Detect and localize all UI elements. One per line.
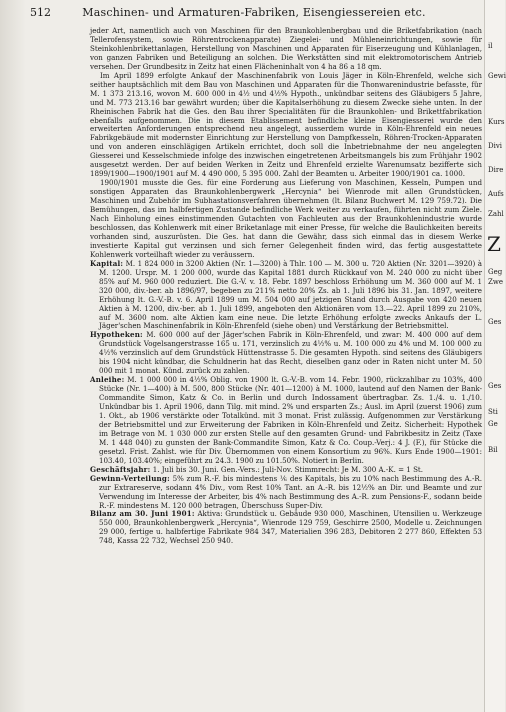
paragraph-jaeger: Im April 1899 erfolgte Ankauf der Maschinenfabrik von Louis Jäger in Köln-Ehrenfeld, welche sich seither hauptsächlich mit dem Bau von Maschinen und Apparaten für die Thonwarenindustrie befasste, für M. 1 373 213.16, wovon M. 600 000 in 4½ und 4½% Hypoth., unkündbar seitens des Gläubigers 5 Jahre, und M. 773 213.16 bar gewährt wurden; über die Kapitalserhöhung zu diesem Zwecke siehe unten. In der Rheinischen Fabrik hat die Ges. den Bau ihrer Specialitäten für die Braunkohlen- und Brikettfabrikation ebenfalls aufgenommen. Die in diesem Etablissement befindliche kleine Eisengiesserei wurde den erweiterten Anforderungen entsprechend neu angelegt, ausserdem wurde in Köln-Ehrenfeld ein neues Fabrikgebäude mit modernster Einrichtung zur Herstellung von Dampfkesseln, Röhren-Trocken-Apparaten und von anderen einschlägigen Artikeln errichtet, doch soll die Inbetriebnahme der neu angelegten Giesserei und Kesselschmiede infolge des inzwischen eingetretenen Arbeitsmangels bis zum Frühjahr 1902 ausgesetzt werden. Der auf beiden Werken in Zeitz und Ehrenfeld erzielte Warenumsatz bezifferte sich 1899/1900—1900/1901 auf M. 4 490 000, 5 395 000. Zahl der Beamten u. Arbeiter 1900/1901 ca. 1000. [90, 70, 482, 179]
page-header [30, 6, 478, 22]
margin-fragment: Zwe [488, 278, 503, 286]
margin-fragment: Dire [488, 166, 504, 174]
section-text: 1. Juli bis 30. Juni. Gen.-Vers.: Juli-Nov. Stimmrecht: Je M. 300 A.-K. = 1 St. [150, 464, 424, 474]
margin-fragment: Divi [488, 142, 503, 150]
margin-fragment: Z [487, 232, 501, 256]
margin-fragment: Zahl [488, 210, 504, 218]
section-text: M. 600 000 auf der Jäger'schen Fabrik in Köln-Ehrenfeld, und zwar: M. 400 000 auf dem Grundstück Vogelsangerstrasse 165 u. 171, verzinslich zu 4½% u. M. 100 000 zu 4% und M. 100 000 zu 4½% verzinslich auf dem Grundstück Hüttenstrasse 5. Die gesamten Hypoth. sind seitens des Gläubigers bis 1904 nicht kündbar, die Schuldnerin hat das Recht, dieselben ganz oder in Raten nicht unter M. 50 000 mit 1 monat. Künd. zurück zu zahlen. [99, 330, 482, 376]
page-number: 512 [30, 6, 51, 19]
section-label: Gewinn-Verteilung: [90, 473, 170, 483]
text-body [90, 27, 482, 707]
margin-fragment: Ge [488, 420, 498, 428]
page-gutter-shadow [0, 0, 26, 712]
section-label: Anleihe: [90, 375, 125, 385]
section-bilanz [90, 510, 482, 546]
section-hypotheken [90, 331, 482, 376]
section-label: Kapital: [90, 258, 124, 268]
margin-fragment: Sti [488, 408, 498, 416]
margin-fragment: Gewi [488, 72, 506, 80]
section-kapital [90, 260, 482, 332]
margin-fragment: Ges [488, 382, 502, 390]
paragraph-hercynia: 1900/1901 musste die Ges. für eine Forderung aus Lieferung von Maschinen, Kesseln, Pumpen und sonstigen Apparaten das Braunkohlenbergwerk „Hercynia“ bei Wienrode mit allen Grundstücken, Maschinen und Zubehör im Subhastationsverfahren übernehmen (lt. Bilanz Buchwert M. 129 759.72). Die Bemühungen, das im halbfertigen Zustande befindliche Werk weiter zu verkaufen, führten nicht zum Ziele. Nach Einholung eines einstimmenden Gutachten von Fachleuten aus der Braunkohlenindustrie wurde beschlossen, das Kohlenwerk mit einer Briketanlage mit einer Presse, für welche die Baulichkeiten bereits vorhanden sind, auszurüsten. Die Ges. hat dann die Gewähr, dass sich einmal das in diesem Werke investierte Kapital gut verzinsen und sich ferner Gelegenheit finden wird, das fertig ausgestattete Kohlenwerk vorteilhaft wieder zu veräussern. [90, 178, 482, 259]
margin-fragment: il [488, 42, 493, 50]
margin-fragment: Aufs [488, 190, 504, 198]
section-text: M. 1 000 000 in 4½% Oblig. von 1900 lt. G.-V.-B. vom 14. Febr. 1900, rückzahlbar zu 103%, 400 Stücke (Nr. 1—400) à M. 500, 800 Stücke (Nr. 401—1200) à M. 1000, lautend auf den Namen der Bank-Commandite Simon, Katz & Co. in Berlin und durch Indossament übertragbar. Zs. 1./4. u. 1./10. Unkündbar bis 1. April 1906, dann Tilg. mit mind. 2% und ersparten Zs.; Ausl. im April (zuerst 1906) zum 1. Okt., ab 1906 verstärkte oder Totalkünd. mit 3 monat. Frist zulässig. Aufgenommen zur Verstärkung der Betriebsmittel und zur Erweiterung der Fabriken in Köln-Ehrenfeld und Zeitz. Sicherheit: Hypothek im Betrage von M. 1 030 000 zur ersten Stelle auf den gesamten Grund- und Fabrikbesitz in Zeitz (Taxe M. 1 448 040) zu gunsten der Bank-Commandite Simon, Katz & Co. Coup.-Verj.: 4 J. (F.), für Stücke die gesetzl. Frist. Zahlst. wie für Div. Übernommen von einem Konsortium zu 96%. Kurs Ende 1900—1901: 103.40, 103.40%; eingeführt zu 24.3. 1900 zu 101.50%. Notiert in Berlin. [99, 375, 482, 465]
section-text: 5% zum R.-F. bis mindestens ⅙ des Kapitals, bis zu 10% nach Bestimmung des A.-R. zur Extrareserve, sodann 4% Div., vom Rest 10% Tant. an A.-R. bis 12½% an Dir. und Beamte und zur Verwendung im Interesse der Arbeiter, bis 4% nach Bestimmung des A.-R. zum Pensions-F., sodann beide R.-F. mindestens M. 120 000 betragen, Überschuss Super-Div. [99, 473, 482, 510]
paragraph-intro: jeder Art, namentlich auch von Maschinen für den Braunkohlenbergbau und die Briketfabrikation (nach Tellerofensystem, sowie Röhrentrockenapparate) Ziegelei- und Mühleneinrichtungen, sowie für Steinkohlenbrikettanlagen, Herstellung von Maschinen und Apparaten für Eiserzeugung und Kühlanlagen, von ganzen Fabriken und Beteiligung an solchen. Die Werkstätten sind mit elektromotorischem Antrieb versehen. Der Grundbesitz in Zeitz hat einen Flächeninhalt von 4 ha 86 a 18 qm. [90, 26, 482, 71]
margin-fragment: Ges [488, 318, 502, 326]
section-text: Aktiva: Grundstück u. Gebäude 930 000, Maschinen, Utensilien u. Werkzeuge 550 000, Braunkohlenbergwerk „Hercynia“, Wienrode 129 759, Geschirre 2500, Modelle u. Zeichnungen 29 000, fertige u. halbfertige Fabrikate 984 347, Materialien 396 283, Debitoren 2 277 860, Effekten 53 748, Kassa 22 732, Wechsel 250 940. [99, 509, 482, 546]
section-label: Hypotheken: [90, 330, 143, 340]
margin-fragment: Geg [488, 268, 503, 276]
section-gewinn-verteilung [90, 475, 482, 511]
section-label: Bilanz am 30. Juni 1901: [90, 509, 195, 519]
running-title: Maschinen- und Armaturen-Fabriken, Eisengiessereien etc. [82, 6, 426, 19]
section-text: M. 1 824 000 in 3200 Aktien (Nr. 1—3200) à Thlr. 100 — M. 300 u. 720 Aktien (Nr. 3201—3920) à M. 1200. Urspr. M. 1 200 000, wurde das Kapital 1881 durch Rückkauf von M. 240 000 zu nicht über 85% auf M. 960 000 reduziert. Die G.-V. v. 18. Febr. 1897 beschloss Erhöhung um M. 360 000 auf M. 1 320 000, div.-ber. ab 1896/97, begeben zu 211% netto 20% Zs. ab 1. Juli 1896 bis 31. Jan. 1897, weitere Erhöhung lt. G.-V.-B. v. 6. April 1899 um M. 504 000 auf jetzigen Stand durch Ausgabe von 420 neuen Aktien à M. 1200, div.-ber. ab 1. Juli 1899, angeboten den Aktionären vom 13.—22. April 1899 zu 210%, auf M. 3600 nom. alte Aktien kam eine neue. Die letzte Erhöhung erfolgte zwecks Ankaufs der L. Jäger'schen Maschinenfabrik in Köln-Ehrenfeld (siehe oben) und Verstärkung der Betriebsmittel. [99, 258, 482, 331]
margin-fragment: Kurs [488, 118, 505, 126]
margin-fragment: Bil [488, 446, 498, 454]
adjacent-page-edge [484, 0, 505, 712]
section-label: Geschäftsjahr: [90, 464, 151, 474]
section-anleihe [90, 376, 482, 466]
